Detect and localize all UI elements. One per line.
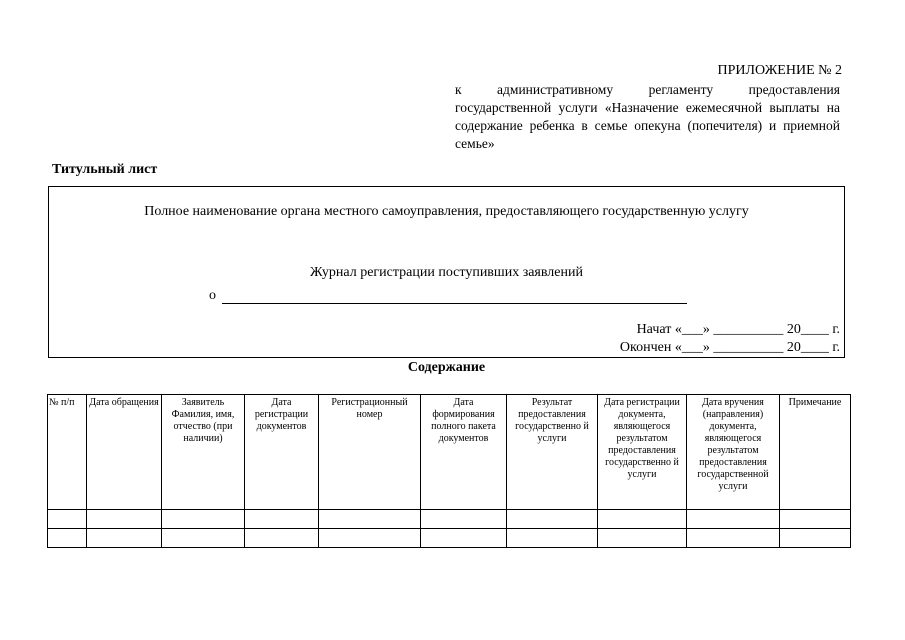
table-row [48, 529, 851, 548]
contents-title: Содержание [407, 360, 486, 375]
table-cell [598, 510, 687, 529]
table-cell [507, 510, 598, 529]
journal-table [47, 394, 851, 548]
table-cell [598, 529, 687, 548]
column-header: Дата регистрации документов [245, 395, 319, 510]
column-header: Результат предоставления государственно й услуги [507, 395, 598, 510]
table-cell [87, 529, 162, 548]
table-cell [780, 510, 851, 529]
column-header: № п/п [48, 395, 87, 510]
table-cell [687, 510, 780, 529]
table-cell [319, 529, 421, 548]
table-cell [162, 510, 245, 529]
title-sheet-label: Титульный лист [52, 162, 158, 177]
column-header: Дата вручения (направления) документа, являющегося результатом предоставления государственной услуги [687, 395, 780, 510]
table-cell [780, 529, 851, 548]
started-date-line: Начат «___» __________ 20____ г. [636, 322, 840, 337]
column-header: Примечание [780, 395, 851, 510]
table-cell [162, 529, 245, 548]
table-cell [507, 529, 598, 548]
table-cell [319, 510, 421, 529]
table-cell [245, 529, 319, 548]
table-row [48, 510, 851, 529]
finished-date-line: Окончен «___» __________ 20____ г. [619, 340, 840, 355]
appendix-title: ПРИЛОЖЕНИЕ № 2 [717, 63, 842, 78]
journal-subject-row [209, 288, 687, 304]
table-cell [48, 510, 87, 529]
table-cell [421, 529, 507, 548]
table-cell [48, 529, 87, 548]
table-cell [421, 510, 507, 529]
title-sheet-box [48, 186, 845, 358]
column-header: Дата обращения [87, 395, 162, 510]
journal-subject-blank [222, 289, 687, 304]
table-cell [687, 529, 780, 548]
column-header: Регистрационный номер [319, 395, 421, 510]
table-cell [245, 510, 319, 529]
table-header-row [48, 395, 851, 510]
column-header: Дата формирования полного пакета документов [421, 395, 507, 510]
column-header: Заявитель Фамилия, имя, отчество (при наличии) [162, 395, 245, 510]
journal-subject-prefix: о [209, 288, 216, 303]
column-header: Дата регистрации документа, являющегося результатом предоставления государственно й услуги [598, 395, 687, 510]
table-cell [87, 510, 162, 529]
appendix-text: к административному регламенту предоставления государственной услуги «Назначение ежемесячной выплаты на содержание ребенка в семье опекуна (попечителя) и приемной семье» [455, 82, 840, 151]
org-name-text: Полное наименование органа местного самоуправления, предоставляющего государственную услугу [144, 204, 749, 219]
journal-title: Журнал регистрации поступивших заявлений [310, 265, 583, 280]
